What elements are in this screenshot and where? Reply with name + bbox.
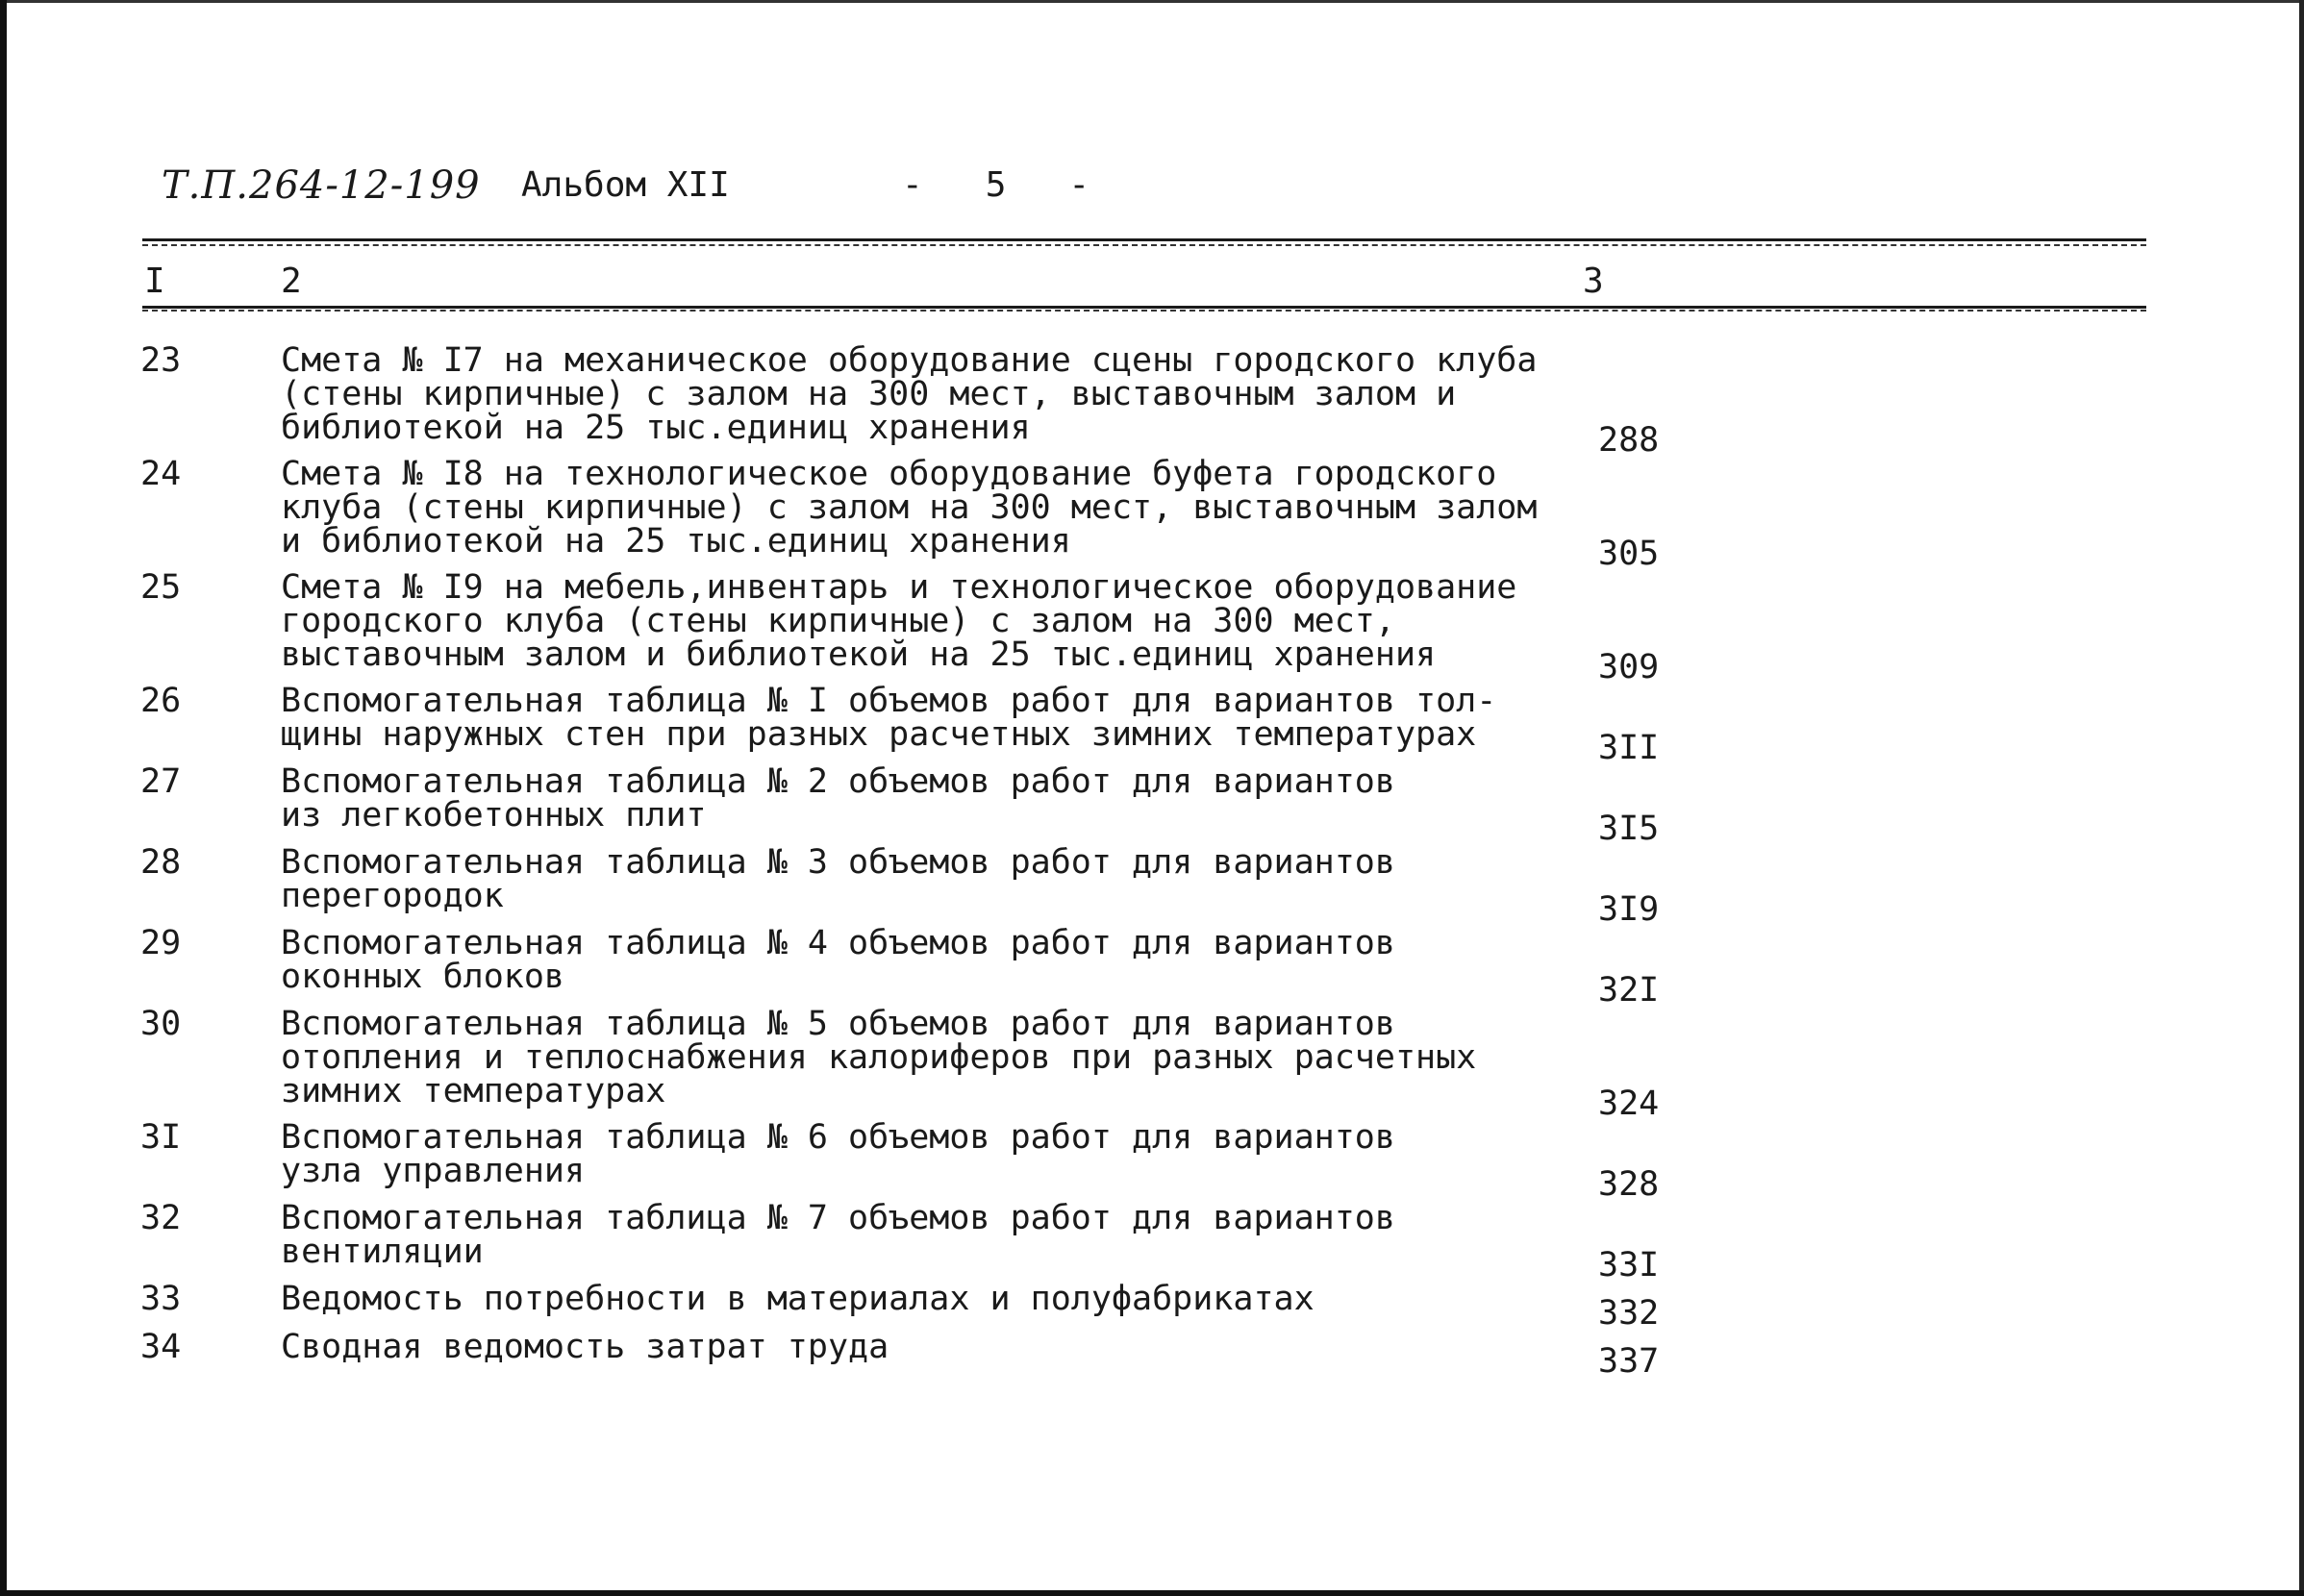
row-page: 33I [1598, 1246, 1660, 1284]
table-row [0, 1005, 2304, 1123]
table-row [0, 568, 2304, 686]
row-page: 337 [1598, 1342, 1660, 1381]
row-number: 24 [140, 455, 182, 493]
table-row [0, 843, 2304, 929]
row-number: 26 [140, 682, 182, 720]
table-row [0, 1328, 2304, 1381]
table-row [0, 1199, 2304, 1284]
row-number: 32 [140, 1199, 182, 1237]
row-number: 34 [140, 1328, 182, 1366]
row-title: Смета № I8 на технологическое оборудование буфета городского клуба (стены кирпичные) с залом на 300 мест, выставочным залом и библиотекой на 25 тыс.единиц хранения [281, 455, 1538, 561]
row-page: 3II [1598, 729, 1660, 767]
row-page: 288 [1598, 421, 1660, 460]
row-page: 32I [1598, 971, 1660, 1010]
row-number: 30 [140, 1005, 182, 1043]
page-header [162, 162, 1315, 219]
row-title: Вспомогательная таблица № 2 объемов работ для вариантов из легкобетонных плит [281, 762, 1395, 835]
row-title: Вспомогательная таблица № I объемов работ для вариантов тол- щины наружных стен при разных расчетных зимних температурах [281, 682, 1497, 754]
row-title: Вспомогательная таблица № 3 объемов работ для вариантов перегородок [281, 843, 1395, 915]
row-title: Вспомогательная таблица № 5 объемов работ для вариантов отопления и теплоснабжения калориферов при разных расчетных зимних температурах [281, 1005, 1477, 1110]
album-label: Альбом XII [521, 165, 730, 205]
row-page: 305 [1598, 535, 1660, 573]
row-title: Смета № I7 на механическое оборудование сцены городского клуба (стены кирпичные) с залом на 300 мест, выставочным залом и библиотекой на 25 тыс.единиц хранения [281, 341, 1538, 447]
header-rule-top [142, 238, 2146, 241]
column-header-page: 3 [1583, 262, 1604, 301]
row-page: 324 [1598, 1085, 1660, 1123]
column-header-rule [142, 306, 2146, 309]
row-title: Ведомость потребности в материалах и полуфабрикатах [281, 1280, 1315, 1318]
table-row [0, 341, 2304, 460]
table-row [0, 1280, 2304, 1333]
table-row [0, 762, 2304, 848]
table-row [0, 682, 2304, 767]
row-title: Вспомогательная таблица № 6 объемов работ для вариантов узла управления [281, 1118, 1395, 1190]
table-row [0, 924, 2304, 1010]
row-title: Сводная ведомость затрат труда [281, 1328, 889, 1366]
column-header-title: 2 [281, 262, 302, 301]
contents-table [0, 341, 2304, 1381]
row-number: 23 [140, 341, 182, 380]
row-page: 3I9 [1598, 890, 1660, 929]
row-page: 332 [1598, 1294, 1660, 1333]
scan-edge-bottom [0, 1590, 2304, 1596]
header-rule-top-dashed [142, 244, 2146, 246]
row-number: 3I [140, 1118, 182, 1157]
row-page: 309 [1598, 648, 1660, 686]
row-number: 27 [140, 762, 182, 801]
scan-edge-top [0, 0, 2304, 3]
row-title: Смета № I9 на мебель,инвентарь и технологическое оборудование городского клуба (стены кирпичные) с залом на 300 мест, выставочным залом и библиотекой на 25 тыс.единиц хранения [281, 568, 1517, 674]
document-code: Т.П.264-12-199 [162, 163, 481, 208]
row-number: 28 [140, 843, 182, 882]
column-header-number: I [144, 262, 165, 301]
row-page: 328 [1598, 1165, 1660, 1204]
column-header-rule-dashed [142, 310, 2146, 312]
row-title: Вспомогательная таблица № 4 объемов работ для вариантов оконных блоков [281, 924, 1395, 996]
page-number: - 5 - [902, 165, 1090, 205]
table-row [0, 1118, 2304, 1204]
row-number: 33 [140, 1280, 182, 1318]
row-page: 3I5 [1598, 810, 1660, 848]
row-title: Вспомогательная таблица № 7 объемов работ для вариантов вентиляции [281, 1199, 1395, 1271]
row-number: 29 [140, 924, 182, 962]
row-number: 25 [140, 568, 182, 607]
table-row [0, 455, 2304, 573]
